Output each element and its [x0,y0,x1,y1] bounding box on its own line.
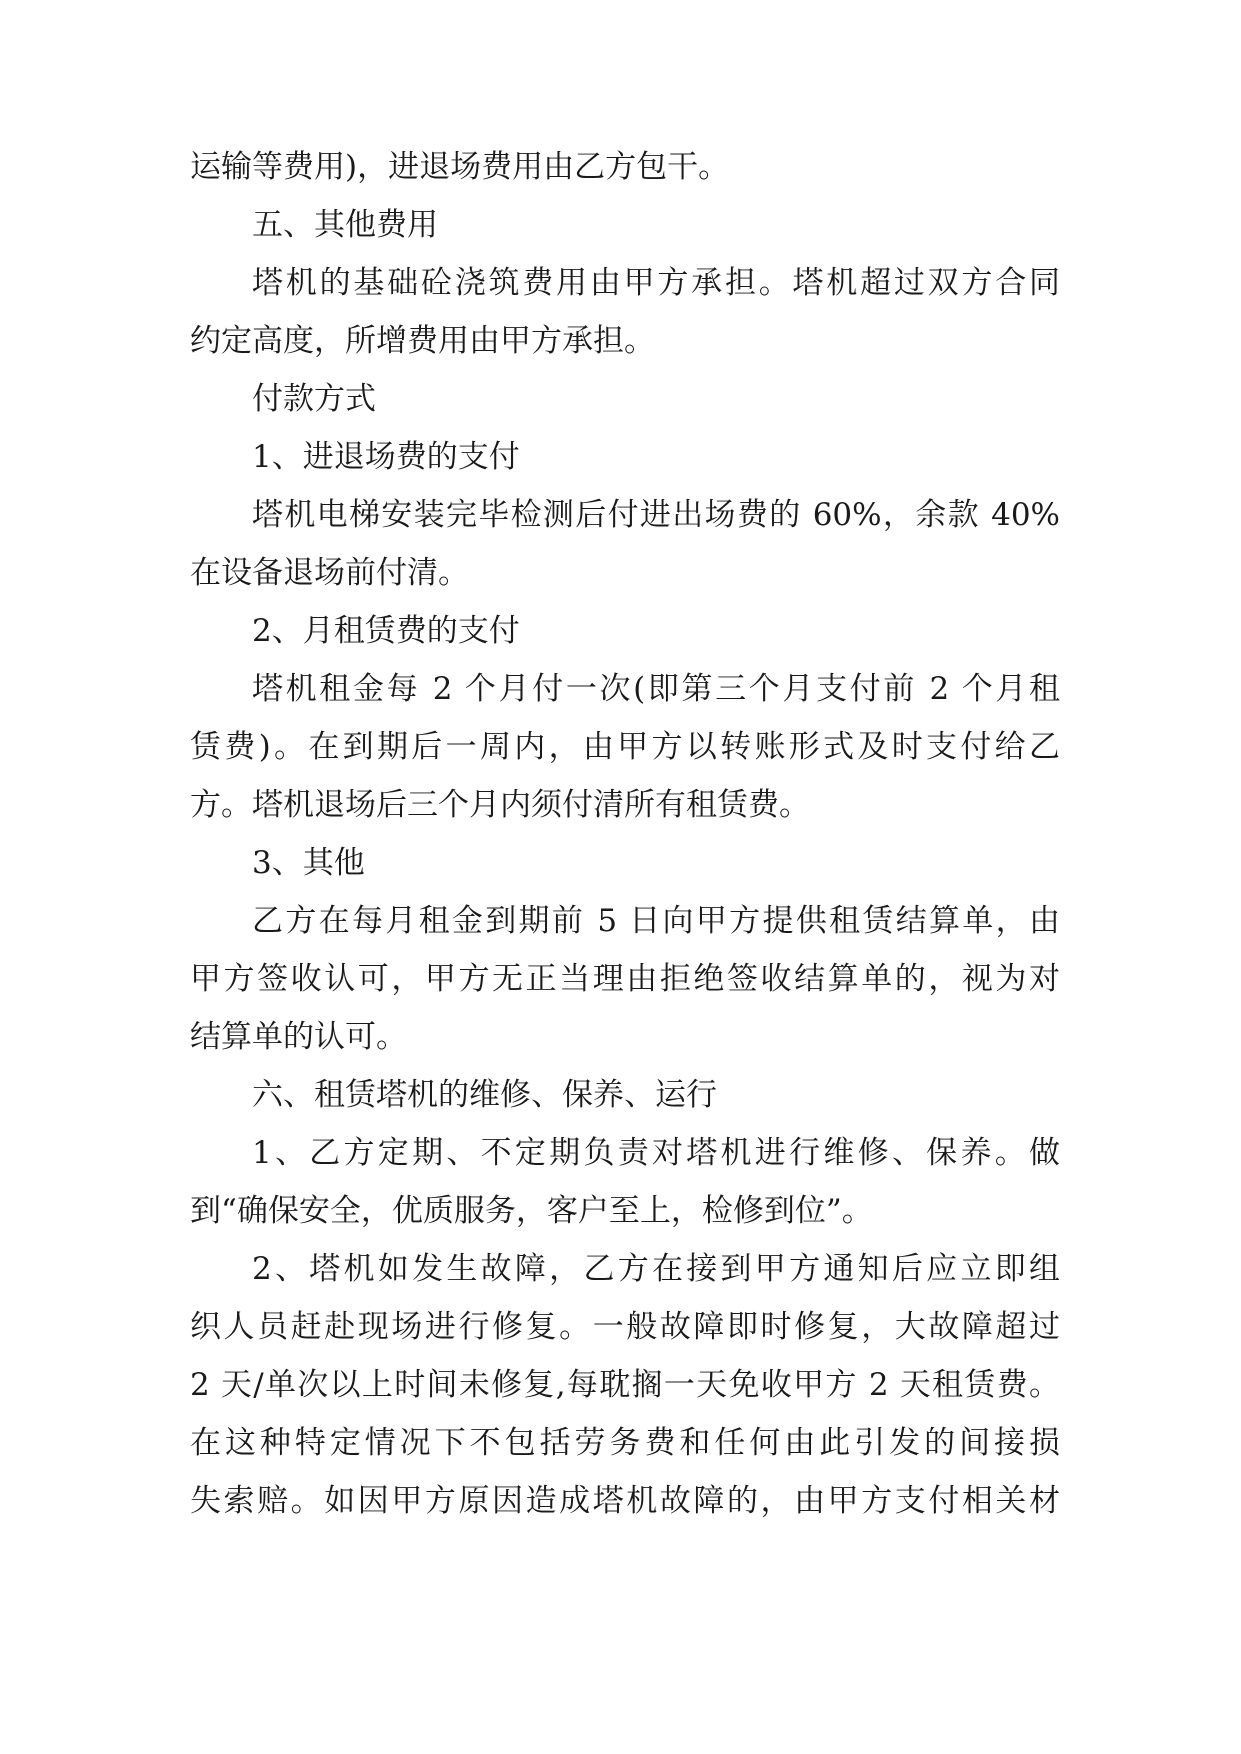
text-line: 到“确保安全，优质服务，客户至上，检修到位”。 [190,1193,873,1229]
text-line: 方。塔机退场后三个月内须付清所有租赁费。 [190,787,810,823]
text-line: 失索赔。如因甲方原因造成塔机故障的，由甲方支付相关材 [190,1483,1060,1519]
text-line: 塔机租金每 2 个月付一次(即第三个月支付前 2 个月租 [252,671,1060,707]
text-line: 2 天/单次以上时间未修复,每耽搁一天免收甲方 2 天租赁费。 [190,1367,1060,1403]
text-line: 约定高度，所增费用由甲方承担。 [190,323,655,359]
text-line: 塔机电梯安装完毕检测后付进出场费的 60%，余款 40% [252,497,1060,533]
text-line: 塔机的基础砼浇筑费用由甲方承担。塔机超过双方合同 [252,265,1060,301]
text-line: 甲方签收认可，甲方无正当理由拒绝签收结算单的，视为对 [190,961,1060,997]
text-line: 在设备退场前付清。 [190,555,469,591]
subsection-heading: 3、其他 [252,845,365,881]
subsection-heading: 2、月租赁费的支付 [252,613,520,649]
section-heading: 付款方式 [252,381,376,417]
section-heading: 五、其他费用 [252,207,438,243]
text-line: 乙方在每月租金到期前 5 日向甲方提供租赁结算单，由 [252,903,1060,939]
text-line: 1、乙方定期、不定期负责对塔机进行维修、保养。做 [252,1135,1060,1171]
section-heading: 六、租赁塔机的维修、保养、运行 [252,1077,717,1113]
text-line: 织人员赶赴现场进行修复。一般故障即时修复，大故障超过 [190,1309,1060,1345]
text-line: 2、塔机如发生故障，乙方在接到甲方通知后应立即组 [252,1251,1060,1287]
text-line: 赁费)。在到期后一周内，由甲方以转账形式及时支付给乙 [190,729,1060,765]
text-line: 运输等费用)，进退场费用由乙方包干。 [190,149,730,185]
subsection-heading: 1、进退场费的支付 [252,439,520,475]
text-line: 结算单的认可。 [190,1019,407,1055]
text-line: 在这种特定情况下不包括劳务费和任何由此引发的间接损 [190,1425,1060,1461]
